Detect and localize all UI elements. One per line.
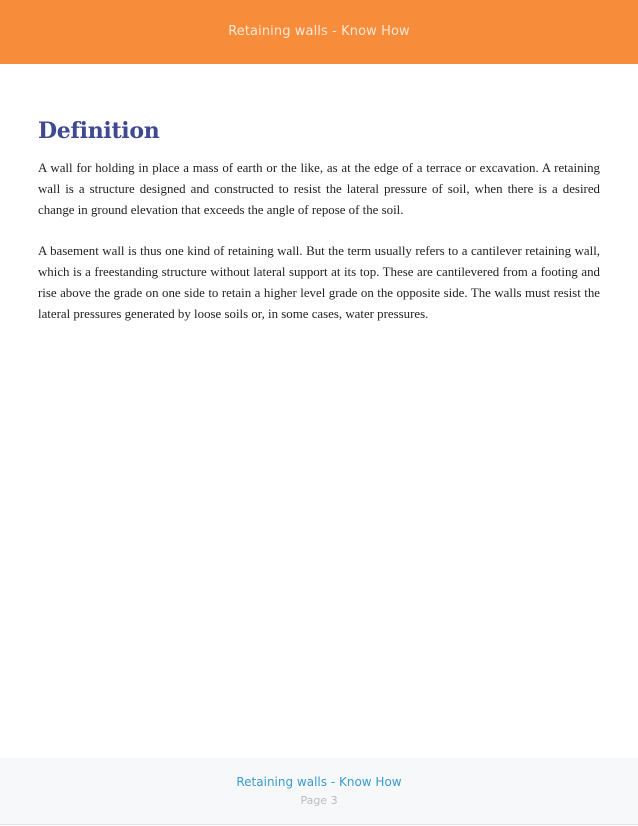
- page-footer: [0, 758, 638, 825]
- header-title: Retaining walls - Know How: [228, 24, 410, 39]
- page-content: [38, 112, 600, 345]
- footer-title: Retaining walls - Know How: [236, 775, 402, 789]
- paragraph-basement-wall: A basement wall is thus one kind of retaining wall. But the term usually refers to a cantilever retaining wall, which is a freestanding structure without lateral support at its top. These are cantilevered from a footing and rise above the grade on one side to retain a higher level grade on the opposite side. The walls must resist the lateral pressures generated by loose soils or, in some cases, water pressures.: [38, 244, 600, 321]
- page-number: Page 3: [300, 794, 338, 807]
- paragraph-definition: A wall for holding in place a mass of earth or the like, as at the edge of a terrace or excavation. A retaining wall is a structure designed and constructed to resist the lateral pressure of soil, when there is a desired change in ground elevation that exceeds the angle of repose of the soil.: [38, 161, 600, 217]
- section-heading: Definition: [38, 118, 160, 144]
- page-header: [0, 0, 638, 64]
